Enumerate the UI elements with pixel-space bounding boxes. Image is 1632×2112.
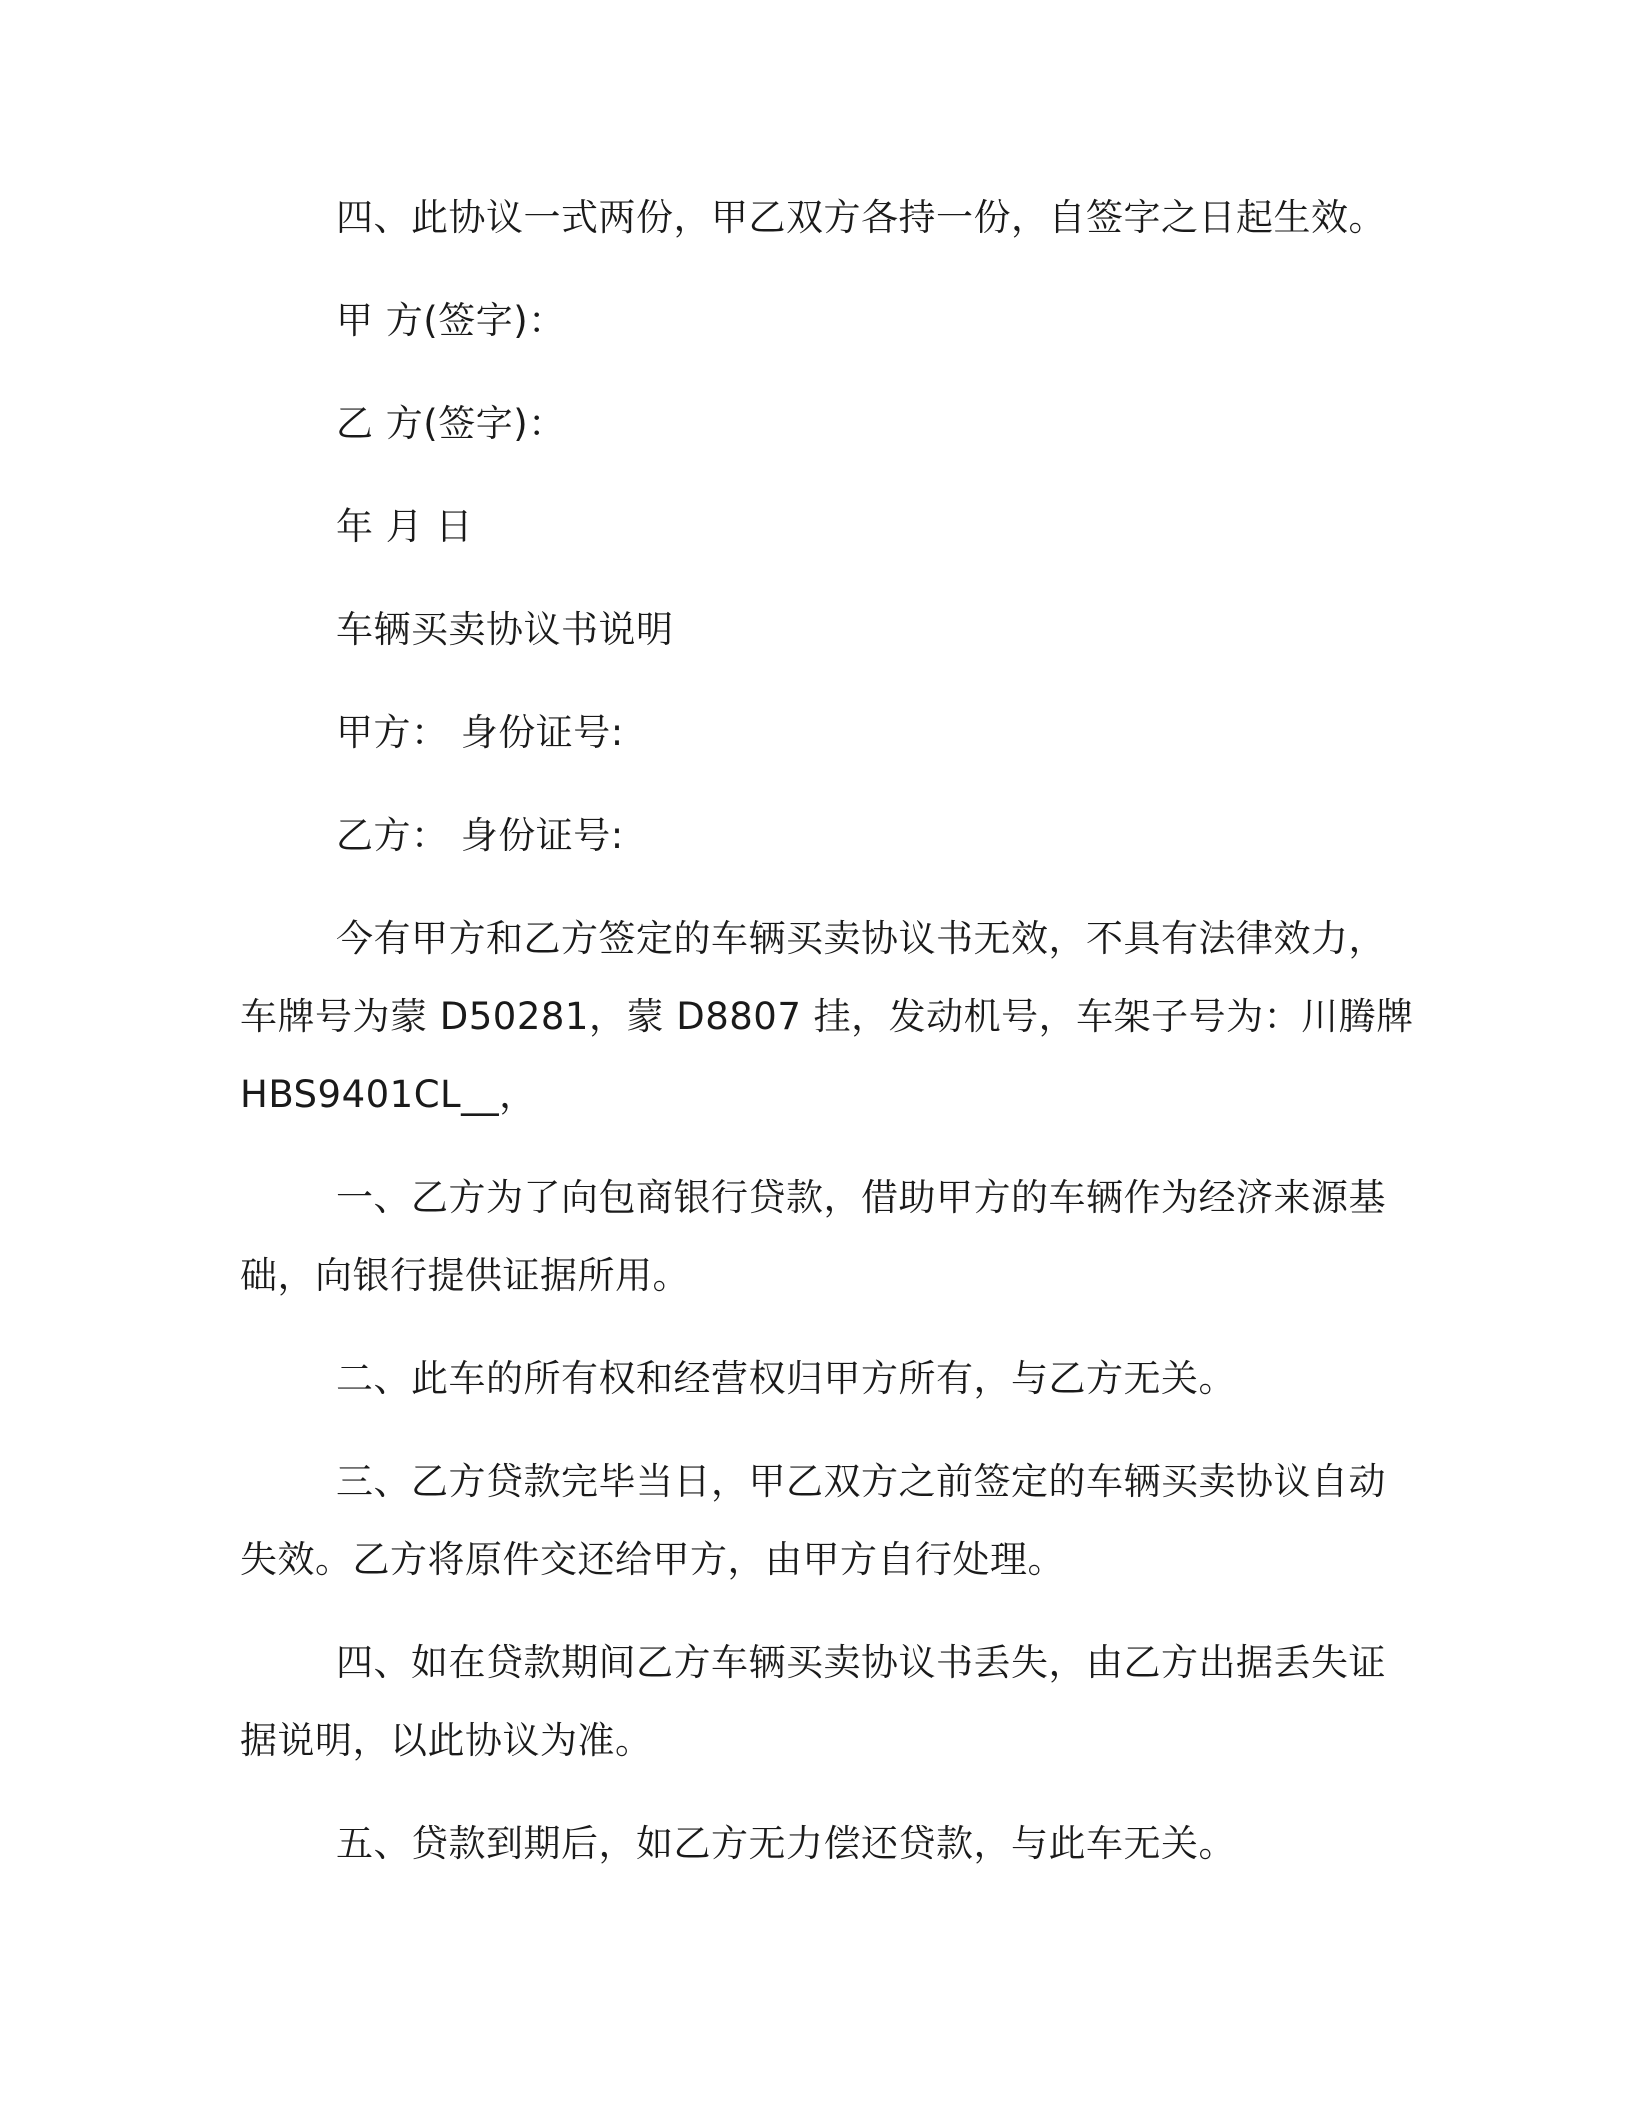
item-4-line-2: 据说明，以此协议为准。 bbox=[240, 1719, 653, 1762]
date-line: 年 月 日 bbox=[336, 505, 474, 548]
intro-paragraph-line-1: 今有甲方和乙方签定的车辆买卖协议书无效，不具有法律效力， bbox=[336, 917, 1386, 960]
item-2-line-1: 二、此车的所有权和经营权归甲方所有，与乙方无关。 bbox=[336, 1357, 1236, 1400]
party-a-signature-line: 甲 方(签字)： bbox=[336, 299, 566, 342]
item-4-line-1: 四、如在贷款期间乙方车辆买卖协议书丢失，由乙方出据丢失证 bbox=[336, 1641, 1386, 1684]
party-a-id-line: 甲方： 身份证号: bbox=[336, 711, 624, 754]
party-b-id-line: 乙方： 身份证号: bbox=[336, 814, 624, 857]
item-5-line-1: 五、贷款到期后，如乙方无力偿还贷款，与此车无关。 bbox=[336, 1822, 1236, 1865]
party-b-signature-line: 乙 方(签字)： bbox=[336, 402, 566, 445]
intro-paragraph-line-2: 车牌号为蒙 D50281，蒙 D8807 挂，发动机号，车架子号为：川腾牌 bbox=[240, 995, 1414, 1038]
clause-4-signature-effective: 四、此协议一式两份，甲乙双方各持一份，自签字之日起生效。 bbox=[336, 196, 1386, 239]
item-1-line-2: 础，向银行提供证据所用。 bbox=[240, 1254, 690, 1297]
item-1-line-1: 一、乙方为了向包商银行贷款，借助甲方的车辆作为经济来源基 bbox=[336, 1176, 1386, 1219]
item-3-line-2: 失效。乙方将原件交还给甲方，由甲方自行处理。 bbox=[240, 1538, 1065, 1581]
item-3-line-1: 三、乙方贷款完毕当日，甲乙双方之前签定的车辆买卖协议自动 bbox=[336, 1460, 1386, 1503]
explanation-title: 车辆买卖协议书说明 bbox=[336, 608, 674, 651]
intro-paragraph-line-3: HBS9401CL__， bbox=[240, 1073, 537, 1116]
